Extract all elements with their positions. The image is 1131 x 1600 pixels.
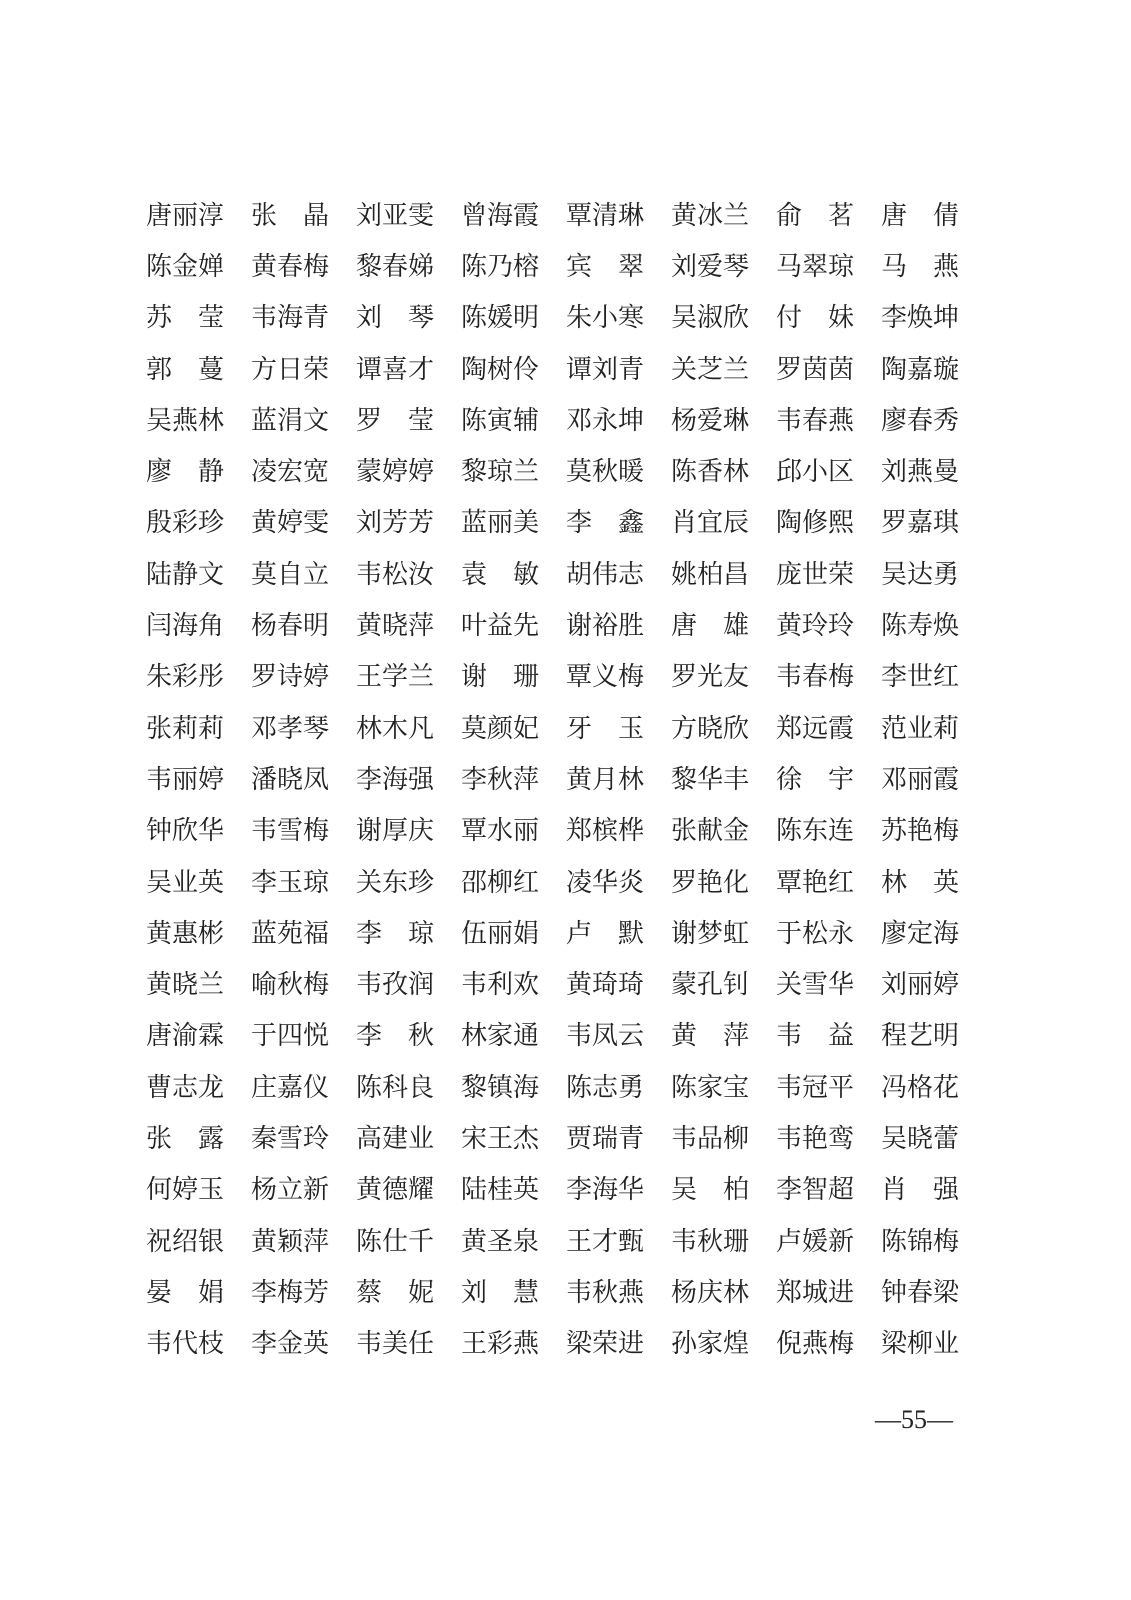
name-entry: 王彩燕 <box>461 1329 540 1360</box>
name-entry: 庞世荣 <box>776 559 855 590</box>
name-entry: 关东珍 <box>356 867 435 898</box>
name-entry: 黄冰兰 <box>671 200 750 231</box>
name-entry: 方晓欣 <box>671 713 750 744</box>
name-entry: 罗艳化 <box>671 867 750 898</box>
name-entry: 陈香林 <box>671 457 750 488</box>
name-entry: 朱小寒 <box>566 303 645 334</box>
name-entry: 潘晓凤 <box>251 764 330 795</box>
name-entry: 梁荣进 <box>566 1329 645 1360</box>
name-entry: 钟欣华 <box>146 816 225 847</box>
name-entry: 徐 宇 <box>776 764 855 795</box>
name-entry: 黄玲玲 <box>776 611 855 642</box>
name-entry: 关雪华 <box>776 970 855 1001</box>
name-entry: 朱彩彤 <box>146 662 225 693</box>
name-entry: 覃义梅 <box>566 662 645 693</box>
name-entry: 吴 柏 <box>671 1175 750 1206</box>
name-entry: 王学兰 <box>356 662 435 693</box>
name-entry: 黎琼兰 <box>461 457 540 488</box>
name-row <box>146 241 986 292</box>
name-entry: 卢媛新 <box>776 1226 855 1257</box>
name-entry: 吴业英 <box>146 867 225 898</box>
name-row <box>146 959 986 1010</box>
name-entry: 曹志龙 <box>146 1072 225 1103</box>
name-entry: 邱小区 <box>776 457 855 488</box>
name-entry: 陆桂英 <box>461 1175 540 1206</box>
name-row <box>146 446 986 497</box>
page-number: —55— <box>875 1405 953 1434</box>
name-entry: 黄圣泉 <box>461 1226 540 1257</box>
name-entry: 喻秋梅 <box>251 970 330 1001</box>
name-row <box>146 908 986 959</box>
name-row <box>146 703 986 754</box>
name-entry: 宋王杰 <box>461 1123 540 1154</box>
name-entry: 廖 静 <box>146 457 225 488</box>
name-entry: 刘芳芳 <box>356 508 435 539</box>
name-entry: 李 琼 <box>356 918 435 949</box>
name-entry: 刘 琴 <box>356 303 435 334</box>
name-entry: 刘燕曼 <box>881 457 960 488</box>
name-entry: 邓永坤 <box>566 405 645 436</box>
name-entry: 陈家宝 <box>671 1072 750 1103</box>
name-entry: 廖定海 <box>881 918 960 949</box>
name-entry: 林家通 <box>461 1021 540 1052</box>
name-entry: 郑远霞 <box>776 713 855 744</box>
name-entry: 卢 默 <box>566 918 645 949</box>
name-row <box>146 600 986 651</box>
name-entry: 邓丽霞 <box>881 764 960 795</box>
name-entry: 廖春秀 <box>881 405 960 436</box>
name-entry: 王才甄 <box>566 1226 645 1257</box>
name-entry: 谢 珊 <box>461 662 540 693</box>
name-entry: 罗光友 <box>671 662 750 693</box>
name-entry: 李海强 <box>356 764 435 795</box>
name-entry: 韦秋珊 <box>671 1226 750 1257</box>
name-entry: 俞 茗 <box>776 200 855 231</box>
name-entry: 覃水丽 <box>461 816 540 847</box>
name-row <box>146 652 986 703</box>
name-entry: 韦冠平 <box>776 1072 855 1103</box>
name-entry: 黄晓兰 <box>146 970 225 1001</box>
name-entry: 邵柳红 <box>461 867 540 898</box>
name-entry: 杨爱琳 <box>671 405 750 436</box>
name-entry: 蓝涓文 <box>251 405 330 436</box>
name-entry: 韦品柳 <box>671 1123 750 1154</box>
name-entry: 韦凤云 <box>566 1021 645 1052</box>
name-entry: 韦孜润 <box>356 970 435 1001</box>
name-entry: 郑槟桦 <box>566 816 645 847</box>
name-entry: 黄德耀 <box>356 1175 435 1206</box>
name-entry: 唐渝霖 <box>146 1021 225 1052</box>
name-entry: 方日荣 <box>251 354 330 385</box>
name-entry: 祝绍银 <box>146 1226 225 1257</box>
name-entry: 韦秋燕 <box>566 1277 645 1308</box>
name-entry: 袁 敏 <box>461 559 540 590</box>
name-entry: 韦 益 <box>776 1021 855 1052</box>
name-entry: 曾海霞 <box>461 200 540 231</box>
name-entry: 唐丽淳 <box>146 200 225 231</box>
name-entry: 韦利欢 <box>461 970 540 1001</box>
name-row <box>146 754 986 805</box>
name-entry: 张 晶 <box>251 200 330 231</box>
name-entry: 贾瑞青 <box>566 1123 645 1154</box>
name-row <box>146 1267 986 1318</box>
name-entry: 于四悦 <box>251 1021 330 1052</box>
name-entry: 黄惠彬 <box>146 918 225 949</box>
name-entry: 莫自立 <box>251 559 330 590</box>
name-entry: 韦海青 <box>251 303 330 334</box>
name-entry: 关芝兰 <box>671 354 750 385</box>
name-entry: 郑城进 <box>776 1277 855 1308</box>
name-entry: 黎华丰 <box>671 764 750 795</box>
name-entry: 马 燕 <box>881 251 960 282</box>
name-entry: 罗嘉琪 <box>881 508 960 539</box>
name-entry: 李 鑫 <box>566 508 645 539</box>
name-entry: 吴燕林 <box>146 405 225 436</box>
name-row <box>146 190 986 241</box>
name-row <box>146 1319 986 1370</box>
name-entry: 莫颜妃 <box>461 713 540 744</box>
name-entry: 韦春梅 <box>776 662 855 693</box>
name-entry: 陈金婵 <box>146 251 225 282</box>
name-entry: 杨春明 <box>251 611 330 642</box>
name-entry: 殷彩珍 <box>146 508 225 539</box>
name-entry: 张 露 <box>146 1123 225 1154</box>
name-entry: 李 秋 <box>356 1021 435 1052</box>
name-entry: 刘丽婷 <box>881 970 960 1001</box>
name-row <box>146 806 986 857</box>
name-entry: 罗茵茵 <box>776 354 855 385</box>
name-list <box>146 190 986 1370</box>
name-entry: 罗 莹 <box>356 405 435 436</box>
name-entry: 唐 倩 <box>881 200 960 231</box>
name-entry: 宾 翠 <box>566 251 645 282</box>
name-entry: 马翠琼 <box>776 251 855 282</box>
name-entry: 谢厚庆 <box>356 816 435 847</box>
name-entry: 苏艳梅 <box>881 816 960 847</box>
name-entry: 肖宜辰 <box>671 508 750 539</box>
name-entry: 吴淑欣 <box>671 303 750 334</box>
name-entry: 陈乃榕 <box>461 251 540 282</box>
name-entry: 刘爱琴 <box>671 251 750 282</box>
name-entry: 冯格花 <box>881 1072 960 1103</box>
name-row <box>146 857 986 908</box>
name-row <box>146 344 986 395</box>
name-entry: 林 英 <box>881 867 960 898</box>
name-entry: 陈寅辅 <box>461 405 540 436</box>
name-entry: 张献金 <box>671 816 750 847</box>
name-entry: 何婷玉 <box>146 1175 225 1206</box>
name-entry: 谭刘青 <box>566 354 645 385</box>
name-entry: 谭喜才 <box>356 354 435 385</box>
name-entry: 陈锦梅 <box>881 1226 960 1257</box>
name-entry: 李金英 <box>251 1329 330 1360</box>
name-entry: 肖 强 <box>881 1175 960 1206</box>
name-entry: 闫海角 <box>146 611 225 642</box>
name-entry: 韦雪梅 <box>251 816 330 847</box>
name-entry: 范业莉 <box>881 713 960 744</box>
name-entry: 刘亚雯 <box>356 200 435 231</box>
name-entry: 杨立新 <box>251 1175 330 1206</box>
name-entry: 韦代枝 <box>146 1329 225 1360</box>
name-entry: 庄嘉仪 <box>251 1072 330 1103</box>
name-row <box>146 1216 986 1267</box>
name-row <box>146 1165 986 1216</box>
name-entry: 李焕坤 <box>881 303 960 334</box>
name-row <box>146 549 986 600</box>
name-entry: 陶嘉璇 <box>881 354 960 385</box>
name-entry: 凌华炎 <box>566 867 645 898</box>
name-entry: 林木凡 <box>356 713 435 744</box>
name-entry: 陈仕千 <box>356 1226 435 1257</box>
name-entry: 罗诗婷 <box>251 662 330 693</box>
name-entry: 程艺明 <box>881 1021 960 1052</box>
name-entry: 蓝苑福 <box>251 918 330 949</box>
name-entry: 韦丽婷 <box>146 764 225 795</box>
name-entry: 蒙孔钊 <box>671 970 750 1001</box>
name-row <box>146 1011 986 1062</box>
name-entry: 高建业 <box>356 1123 435 1154</box>
name-row <box>146 1062 986 1113</box>
name-entry: 陈东连 <box>776 816 855 847</box>
name-entry: 黄琦琦 <box>566 970 645 1001</box>
name-entry: 莫秋暖 <box>566 457 645 488</box>
name-row <box>146 395 986 446</box>
name-entry: 姚柏昌 <box>671 559 750 590</box>
name-entry: 付 妹 <box>776 303 855 334</box>
name-entry: 秦雪玲 <box>251 1123 330 1154</box>
name-entry: 黄 萍 <box>671 1021 750 1052</box>
name-entry: 唐 雄 <box>671 611 750 642</box>
name-entry: 黎镇海 <box>461 1072 540 1103</box>
name-entry: 覃艳红 <box>776 867 855 898</box>
name-entry: 陈寿焕 <box>881 611 960 642</box>
name-entry: 吴达勇 <box>881 559 960 590</box>
name-entry: 张莉莉 <box>146 713 225 744</box>
name-entry: 杨庆林 <box>671 1277 750 1308</box>
name-entry: 吴晓蕾 <box>881 1123 960 1154</box>
name-entry: 刘 慧 <box>461 1277 540 1308</box>
name-entry: 陈志勇 <box>566 1072 645 1103</box>
name-entry: 李玉琼 <box>251 867 330 898</box>
name-entry: 伍丽娟 <box>461 918 540 949</box>
name-row <box>146 498 986 549</box>
name-entry: 黄月林 <box>566 764 645 795</box>
name-entry: 覃清琳 <box>566 200 645 231</box>
name-entry: 李梅芳 <box>251 1277 330 1308</box>
name-entry: 黄春梅 <box>251 251 330 282</box>
name-entry: 韦松汝 <box>356 559 435 590</box>
name-entry: 邓孝琴 <box>251 713 330 744</box>
name-entry: 苏 莹 <box>146 303 225 334</box>
name-entry: 牙 玉 <box>566 713 645 744</box>
name-entry: 李智超 <box>776 1175 855 1206</box>
name-entry: 韦艳鸾 <box>776 1123 855 1154</box>
name-entry: 胡伟志 <box>566 559 645 590</box>
name-entry: 郭 蔓 <box>146 354 225 385</box>
name-entry: 陶树伶 <box>461 354 540 385</box>
name-entry: 陈媛明 <box>461 303 540 334</box>
name-entry: 李秋萍 <box>461 764 540 795</box>
name-entry: 叶益先 <box>461 611 540 642</box>
name-entry: 陈科良 <box>356 1072 435 1103</box>
name-entry: 钟春梁 <box>881 1277 960 1308</box>
name-entry: 蔡 妮 <box>356 1277 435 1308</box>
name-entry: 谢梦虹 <box>671 918 750 949</box>
name-entry: 李海华 <box>566 1175 645 1206</box>
name-entry: 孙家煌 <box>671 1329 750 1360</box>
name-entry: 黄颖萍 <box>251 1226 330 1257</box>
name-entry: 黎春娣 <box>356 251 435 282</box>
name-entry: 谢裕胜 <box>566 611 645 642</box>
name-entry: 倪燕梅 <box>776 1329 855 1360</box>
name-entry: 黄晓萍 <box>356 611 435 642</box>
name-entry: 于松永 <box>776 918 855 949</box>
name-entry: 陆静文 <box>146 559 225 590</box>
name-entry: 晏 娟 <box>146 1277 225 1308</box>
name-entry: 韦美任 <box>356 1329 435 1360</box>
name-row <box>146 293 986 344</box>
name-row <box>146 1113 986 1164</box>
name-entry: 韦春燕 <box>776 405 855 436</box>
name-entry: 凌宏宽 <box>251 457 330 488</box>
name-entry: 陶修熙 <box>776 508 855 539</box>
name-entry: 蒙婷婷 <box>356 457 435 488</box>
name-entry: 蓝丽美 <box>461 508 540 539</box>
name-entry: 黄婷雯 <box>251 508 330 539</box>
name-entry: 李世红 <box>881 662 960 693</box>
name-entry: 梁柳业 <box>881 1329 960 1360</box>
